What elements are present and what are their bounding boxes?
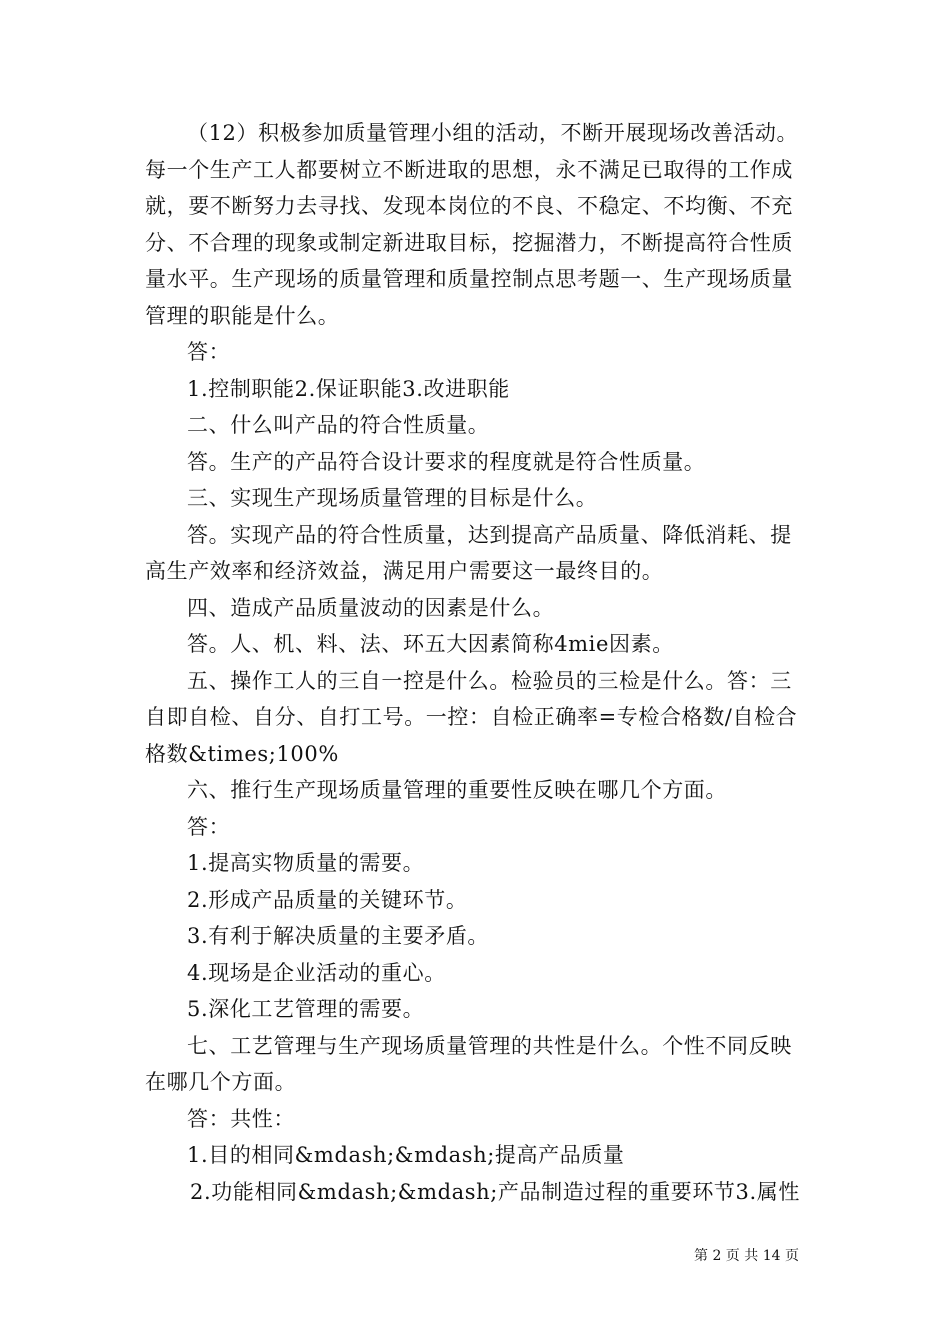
paragraph-10: 五、操作工人的三自一控是什么。检验员的三检是什么。答：三自即自检、自分、自打工号。一控：自检正确率=专检合格数/自检合格数&times;100% — [145, 668, 798, 766]
paragraph-14: 2.形成产品质量的关键环节。 — [187, 887, 468, 912]
paragraph-4: 二、什么叫产品的符合性质量。 — [187, 413, 490, 437]
document-body — [145, 115, 810, 1210]
paragraph-3: 1.控制职能2.保证职能3.改进职能 — [187, 376, 510, 401]
paragraph-11: 六、推行生产现场质量管理的重要性反映在哪几个方面。 — [187, 778, 727, 802]
paragraph-20: 1.目的相同&mdash;&mdash;提高产品质量 — [187, 1143, 625, 1167]
paragraph-16: 4.现场是企业活动的重心。 — [187, 960, 446, 985]
paragraph-6: 三、实现生产现场质量管理的目标是什么。 — [187, 486, 598, 510]
paragraph-7: 答。实现产品的符合性质量，达到提高产品质量、降低消耗、提高生产效率和经济效益，满足用户需要这一最终目的。 — [145, 522, 792, 583]
paragraph-5: 答。生产的产品符合设计要求的程度就是符合性质量。 — [187, 449, 706, 474]
paragraph-2: 答： — [187, 340, 231, 364]
paragraph-13: 1.提高实物质量的需要。 — [187, 851, 425, 875]
paragraph-18: 七、工艺管理与生产现场质量管理的共性是什么。个性不同反映在哪几个方面。 — [145, 1033, 792, 1094]
paragraph-17: 5.深化工艺管理的需要。 — [187, 997, 425, 1021]
page-number-footer: 第 2 页 共 14 页 — [694, 1248, 799, 1264]
paragraph-15: 3.有利于解决质量的主要矛盾。 — [187, 924, 490, 948]
paragraph-8: 四、造成产品质量波动的因素是什么。 — [187, 595, 555, 620]
paragraph-21: 2.功能相同&mdash;&mdash;产品制造过程的重要环节3.属性 — [190, 1179, 800, 1204]
paragraph-9: 答。人、机、料、法、环五大因素简称4mie因素。 — [187, 632, 674, 656]
paragraph-1: （12）积极参加质量管理小组的活动，不断开展现场改善活动。每一个生产工人都要树立不断进取的思想，永不满足已取得的工作成就，要不断努力去寻找、发现本岗位的不良、不稳定、不均衡、不充分、不合理的现象或制定新进取目标，挖掘潜力，不断提高符合性质量水平。生产现场的质量管理和质量控制点思考题一、生产现场质量管理的职能是什么。 — [145, 121, 799, 328]
paragraph-12: 答： — [187, 814, 231, 839]
paragraph-19: 答：共性： — [187, 1106, 295, 1131]
